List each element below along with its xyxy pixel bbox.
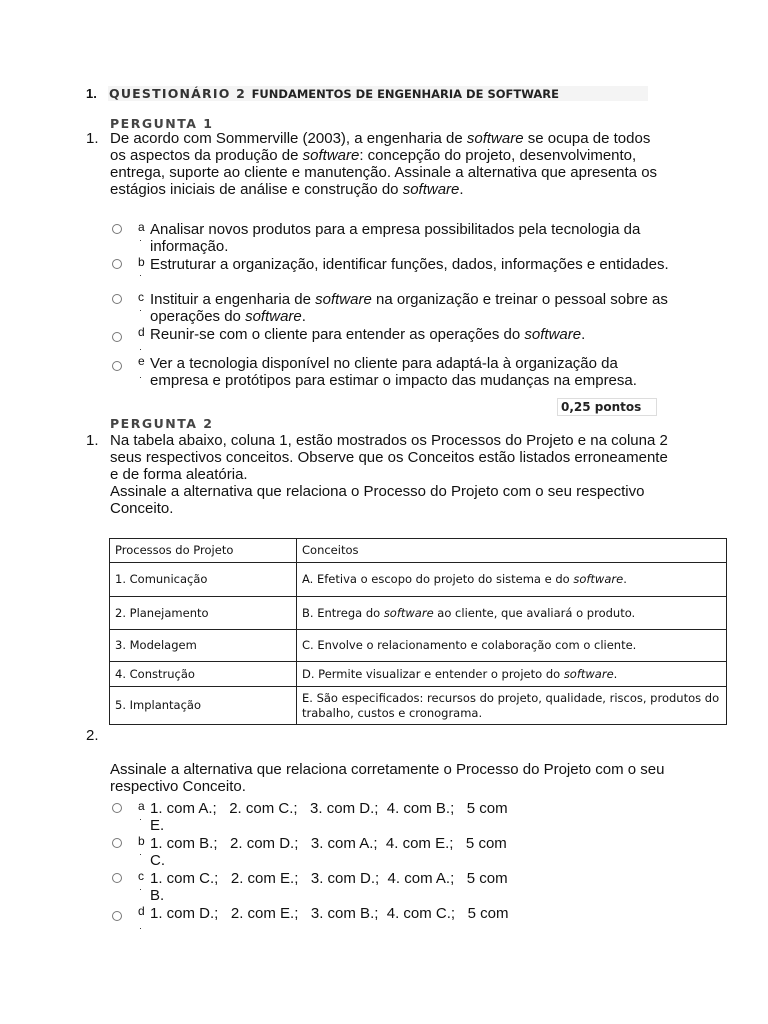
question-1-option-c[interactable]: c · Instituir a engenharia de software na organização e treinar o pessoal sobre as operações do software. — [110, 291, 670, 325]
radio-button[interactable] — [112, 803, 122, 813]
option-text: Ver a tecnologia disponível no cliente para adaptá-la à organização da empresa e protótipos para estimar o impacto das mudanças na empresa. — [150, 355, 637, 389]
table-cell: C. Envolve o relacionamento e colaboração com o cliente. — [297, 630, 727, 662]
question-2-instruction: Assinale a alternativa que relaciona corretamente o Processo do Projeto com o seu respectivo Conceito. — [110, 761, 665, 795]
table-cell: 4. Construção — [110, 662, 297, 687]
option-letter: a — [138, 799, 145, 813]
radio-button[interactable] — [112, 838, 122, 848]
table-row — [110, 662, 727, 687]
question-1-text: De acordo com Sommerville (2003), a engenharia de software se ocupa de todos os aspectos da produção de software: concepção do projeto, desenvolvimento, entrega, suporte ao cliente e manutenção. Assinale a alternativa que apresenta os estágios iniciais de análise e construção do software. — [110, 130, 658, 198]
table-header: Conceitos — [297, 539, 727, 563]
option-text: 1. com C.; 2. com E.; 3. com D.; 4. com A.; 5 com B. — [150, 870, 508, 904]
option-letter: b — [138, 255, 145, 269]
option-text: 1. com D.; 2. com E.; 3. com B.; 4. com C.; 5 com — [150, 905, 509, 922]
radio-button[interactable] — [112, 224, 122, 234]
table-header-row — [110, 539, 727, 563]
option-text: Reunir-se com o cliente para entender as operações do software. — [150, 326, 586, 343]
table-cell: D. Permite visualizar e entender o projeto do software. — [297, 662, 727, 687]
option-text: Instituir a engenharia de software na organização e treinar o pessoal sobre as operações do software. — [150, 291, 668, 325]
option-letter: b — [138, 834, 145, 848]
question-1-option-a[interactable]: a · Analisar novos produtos para a empresa possibilitados pela tecnologia da informação. — [110, 221, 670, 255]
question-1-label: PERGUNTA 1 — [110, 116, 214, 131]
table-cell: 1. Comunicação — [110, 563, 297, 597]
radio-button[interactable] — [112, 873, 122, 883]
question-2-option-d[interactable]: d · 1. com D.; 2. com E.; 3. com B.; 4. com C.; 5 com — [110, 905, 670, 939]
option-text: Estruturar a organização, identificar funções, dados, informações e entidades. — [150, 256, 669, 273]
header-number: 1. — [86, 86, 97, 101]
question-1-option-e[interactable]: e · Ver a tecnologia disponível no cliente para adaptá-la à organização da empresa e protótipos para estimar o impacto das mudanças na empresa. — [110, 355, 670, 389]
question-2-text: Na tabela abaixo, coluna 1, estão mostrados os Processos do Projeto e na coluna 2 seus respectivos conceitos. Observe que os Conceitos estão listados erroneamente e de forma aleatória. Assinale a alternativa que relaciona o Processo do Projeto com o seu respectivo Conceito. — [110, 432, 668, 517]
option-letter: a — [138, 220, 145, 234]
question-2-option-a[interactable]: a · 1. com A.; 2. com C.; 3. com D.; 4. com B.; 5 com E. — [110, 800, 670, 834]
question-2-option-c[interactable]: c · 1. com C.; 2. com E.; 3. com D.; 4. com A.; 5 com B. — [110, 870, 670, 904]
table-cell: 3. Modelagem — [110, 630, 297, 662]
option-letter: c — [138, 290, 144, 304]
table-row — [110, 597, 727, 630]
option-text: Analisar novos produtos para a empresa possibilitados pela tecnologia da informação. — [150, 221, 641, 255]
table-cell: 2. Planejamento — [110, 597, 297, 630]
radio-button[interactable] — [112, 911, 122, 921]
question-1-option-d[interactable]: d · Reunir-se com o cliente para entender as operações do software. — [110, 326, 670, 360]
table-cell: 5. Implantação — [110, 687, 297, 725]
question-2-label: PERGUNTA 2 — [110, 416, 214, 431]
quiz-title — [109, 86, 559, 101]
radio-button[interactable] — [112, 332, 122, 342]
quiz-subtitle: FUNDAMENTOS DE ENGENHARIA DE SOFTWARE — [251, 87, 559, 101]
question-1-option-b[interactable]: b · Estruturar a organização, identificar funções, dados, informações e entidades. — [110, 256, 670, 290]
question-1-number: 1. — [86, 130, 99, 147]
option-text: 1. com B.; 2. com D.; 3. com A.; 4. com E.; 5 com C. — [150, 835, 507, 869]
table-row — [110, 630, 727, 662]
option-letter: d — [138, 904, 145, 918]
radio-button[interactable] — [112, 294, 122, 304]
table-cell: B. Entrega do software ao cliente, que avaliará o produto. — [297, 597, 727, 630]
table-cell: A. Efetiva o escopo do projeto do sistema e do software. — [297, 563, 727, 597]
item-2-number: 2. — [86, 727, 99, 744]
option-text: 1. com A.; 2. com C.; 3. com D.; 4. com B.; 5 com E. — [150, 800, 508, 834]
process-table — [109, 538, 727, 725]
quiz-title-main: QUESTIONÁRIO 2 — [109, 86, 247, 101]
table-header: Processos do Projeto — [110, 539, 297, 563]
table-row — [110, 687, 727, 725]
question-2-number: 1. — [86, 432, 99, 449]
radio-button[interactable] — [112, 361, 122, 371]
option-letter: c — [138, 869, 144, 883]
question-2-option-b[interactable]: b · 1. com B.; 2. com D.; 3. com A.; 4. com E.; 5 com C. — [110, 835, 670, 869]
table-cell: E. São especificados: recursos do projeto, qualidade, riscos, produtos do trabalho, custos e cronograma. — [297, 687, 727, 725]
option-letter: e — [138, 354, 145, 368]
table-row — [110, 563, 727, 597]
points-badge: 0,25 pontos — [557, 398, 657, 416]
option-letter: d — [138, 325, 145, 339]
radio-button[interactable] — [112, 259, 122, 269]
